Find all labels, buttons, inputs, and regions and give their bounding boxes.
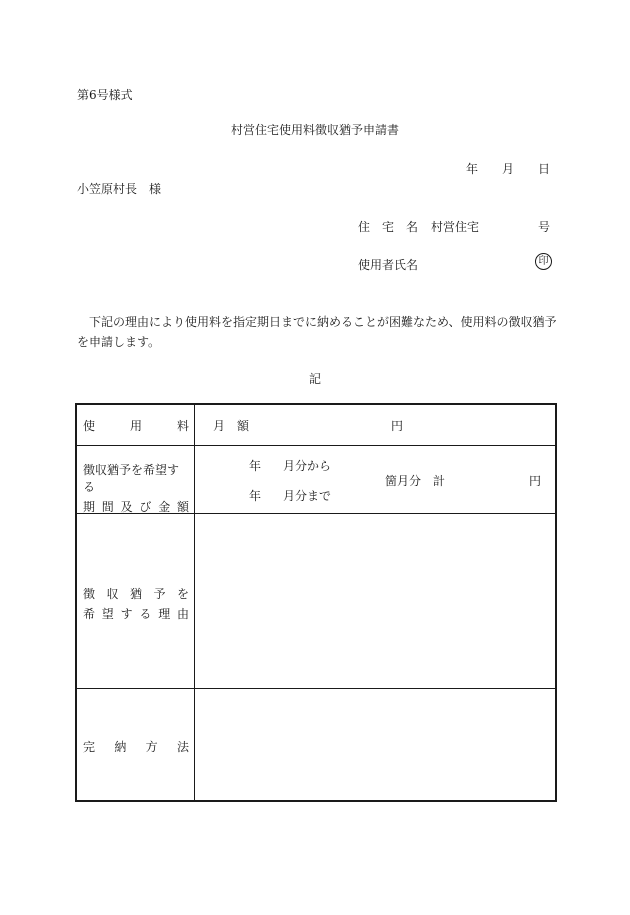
user-name-label: 使用者氏名 xyxy=(358,258,419,272)
seal-mark: 印 xyxy=(535,253,552,270)
table-divider-vertical xyxy=(194,405,195,800)
monthly-amount-label xyxy=(213,417,249,434)
label-char: 使 xyxy=(83,419,96,433)
label-char: る xyxy=(139,607,152,621)
label-char: 理 xyxy=(158,607,171,621)
period-from-year: 年 xyxy=(249,459,262,473)
date-month-label: 月 xyxy=(501,162,514,176)
date-line xyxy=(466,160,550,177)
address-label xyxy=(358,218,418,235)
addressee: 小笠原村長 様 xyxy=(77,182,162,196)
label-char: 間 xyxy=(101,500,114,514)
period-label-line2 xyxy=(83,498,189,515)
label-char: 額 xyxy=(236,419,249,433)
address-label-char: 宅 xyxy=(381,220,394,234)
label-char: を xyxy=(176,587,189,601)
reason-label-line1 xyxy=(83,585,189,602)
table-divider xyxy=(77,445,555,446)
label-char: 予 xyxy=(153,587,166,601)
address-value: 村営住宅 xyxy=(431,220,480,234)
period-label-line1: 徴収猶予を希望する xyxy=(83,463,180,494)
request-statement: 下記の理由により使用料を指定期日までに納めることが困難なため、使用料の徴収猶予を申請します。 xyxy=(77,315,557,349)
address-suffix: 号 xyxy=(538,220,551,234)
label-char: 月 xyxy=(213,419,226,433)
label-char: 猶 xyxy=(129,587,142,601)
period-to-year: 年 xyxy=(249,489,262,503)
address-label-char: 住 xyxy=(358,220,371,234)
date-day-label: 日 xyxy=(537,162,550,176)
months-total-label: 箇月分 計 xyxy=(385,474,446,488)
label-char: 及 xyxy=(120,500,133,514)
label-char: 納 xyxy=(114,740,127,754)
label-char: び xyxy=(139,500,152,514)
label-char: 額 xyxy=(176,500,189,514)
monthly-amount-yen: 円 xyxy=(391,419,404,433)
label-char: 法 xyxy=(176,740,189,754)
address-label-char: 名 xyxy=(405,220,418,234)
period-to-month: 月分まで xyxy=(283,489,332,503)
label-char: 用 xyxy=(129,419,142,433)
label-char: 収 xyxy=(106,587,119,601)
label-char: 料 xyxy=(176,419,189,433)
period-amount-label xyxy=(83,461,189,515)
label-char: 徴 xyxy=(83,587,96,601)
application-table xyxy=(75,403,557,802)
date-year-label: 年 xyxy=(466,162,479,176)
label-char: 完 xyxy=(83,740,96,754)
total-amount-yen: 円 xyxy=(529,474,542,488)
table-divider xyxy=(77,688,555,689)
label-char: 期 xyxy=(83,500,96,514)
form-number: 第6号様式 xyxy=(77,88,133,102)
label-char: 希 xyxy=(83,607,96,621)
payment-method-label xyxy=(83,738,189,755)
deferral-reason-label xyxy=(83,585,189,622)
label-char: 望 xyxy=(101,607,114,621)
label-char: 方 xyxy=(145,740,158,754)
reason-label-line2 xyxy=(83,605,189,622)
document-title: 村営住宅使用料徴収猶予申請書 xyxy=(230,123,399,137)
period-from-month: 月分から xyxy=(283,459,332,473)
label-char: 金 xyxy=(158,500,171,514)
ki-heading: 記 xyxy=(308,372,321,386)
usage-fee-label xyxy=(83,417,189,434)
label-char: す xyxy=(120,607,133,621)
label-char: 由 xyxy=(176,607,189,621)
